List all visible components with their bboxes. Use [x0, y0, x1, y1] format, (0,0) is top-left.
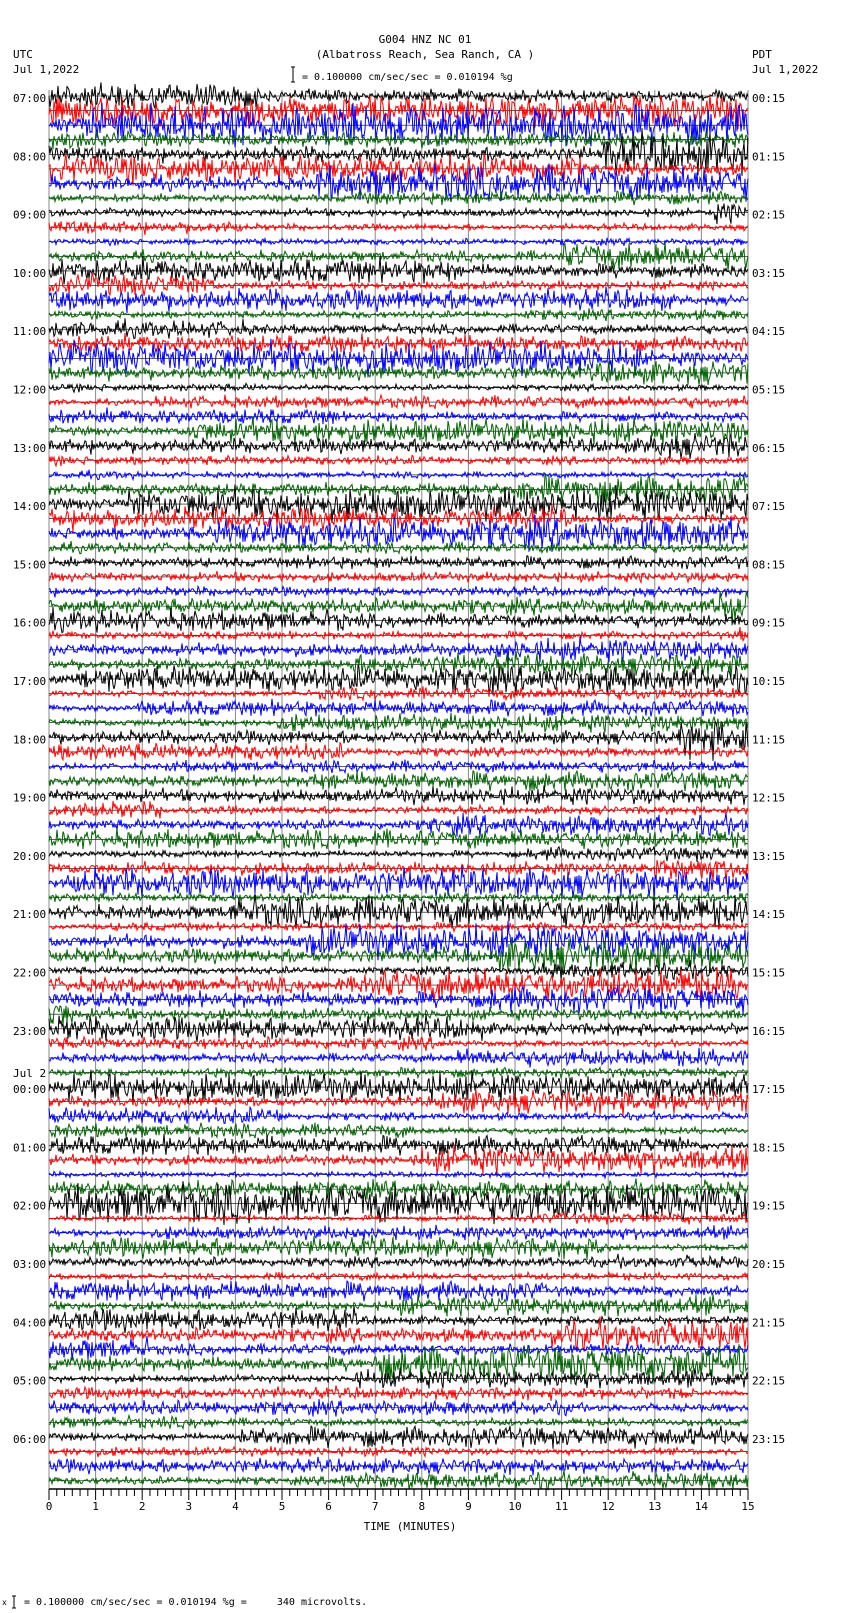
pdt-hour-label: 06:15	[752, 441, 786, 455]
right-date: Jul 1,2022	[752, 63, 819, 76]
seismic-trace	[49, 1457, 748, 1476]
scale-text: = 0.100000 cm/sec/sec = 0.010194 %g	[302, 72, 513, 83]
utc-hour-label: 17:00	[13, 675, 47, 688]
footer-scale-text: = 0.100000 cm/sec/sec = 0.010194 %g = 340 microvolts.	[24, 1597, 368, 1608]
seismic-trace	[49, 407, 748, 424]
x-tick-label: 10	[508, 1500, 522, 1513]
station-location: (Albatross Reach, Sea Ranch, CA )	[315, 48, 535, 61]
utc-hour-label: 01:00	[13, 1141, 47, 1155]
seismic-trace	[49, 636, 748, 662]
x-tick-label: 3	[185, 1500, 193, 1513]
station-title: G004 HNZ NC 01	[378, 33, 472, 46]
pdt-hour-label: 04:15	[752, 325, 786, 339]
seismic-trace	[49, 627, 748, 641]
x-tick-label: 14	[694, 1500, 709, 1513]
utc-hour-label: 19:00	[13, 791, 47, 805]
utc-hour-label: 20:00	[13, 849, 47, 863]
pdt-hour-label: 14:15	[752, 908, 786, 922]
scale-bar-icon	[291, 67, 295, 82]
pdt-hour-label: 23:15	[752, 1432, 786, 1446]
x-tick-label: 13	[648, 1500, 662, 1513]
pdt-hour-label: 21:15	[752, 1316, 786, 1330]
pdt-hour-label: 11:15	[752, 733, 786, 747]
left-date: Jul 1,2022	[13, 63, 80, 76]
seismic-trace	[49, 1470, 748, 1490]
seismic-trace	[49, 555, 748, 569]
seismic-trace	[49, 1014, 748, 1042]
x-tick-label: 1	[92, 1500, 99, 1513]
x-tick-label: 5	[278, 1500, 286, 1513]
seismic-trace	[49, 383, 748, 392]
utc-hour-label: 02:00	[13, 1199, 47, 1213]
seismic-trace	[49, 960, 748, 979]
utc-hour-label: 10:00	[13, 266, 47, 280]
x-tick-label: 12	[601, 1500, 615, 1513]
date-change-label: Jul 2	[13, 1067, 47, 1081]
x-tick-label: 6	[325, 1500, 332, 1513]
pdt-hour-label: 08:15	[752, 558, 786, 572]
seismic-trace	[49, 221, 748, 235]
seismic-trace	[49, 1171, 748, 1178]
x-tick-label: 9	[465, 1500, 472, 1513]
utc-hour-label: 18:00	[13, 733, 47, 747]
pdt-hour-label: 20:15	[752, 1258, 786, 1271]
seismic-trace	[49, 455, 748, 466]
pdt-hour-label: 03:15	[752, 266, 786, 280]
seismic-trace	[49, 1280, 748, 1302]
utc-hour-label: 13:00	[13, 441, 47, 455]
pdt-hour-label: 01:15	[752, 150, 786, 164]
utc-hour-label: 23:00	[13, 1024, 47, 1038]
pdt-hour-label: 18:15	[752, 1141, 786, 1155]
seismic-trace	[49, 801, 748, 819]
x-axis-label: TIME (MINUTES)	[363, 1520, 457, 1533]
pdt-hour-label: 15:15	[752, 966, 786, 980]
utc-hour-label: 08:00	[13, 150, 47, 164]
utc-hour-label: 15:00	[13, 558, 47, 572]
pdt-hour-label: 07:15	[752, 500, 786, 514]
x-tick-label: 4	[232, 1500, 239, 1513]
footer-prefix: x	[2, 1598, 7, 1607]
seismic-trace	[49, 743, 748, 761]
pdt-hour-label: 17:15	[752, 1083, 786, 1097]
pdt-hour-label: 16:15	[752, 1024, 786, 1038]
utc-hour-label: 03:00	[13, 1258, 47, 1271]
footer-scale-bar-icon	[12, 1596, 16, 1608]
utc-hour-label: 16:00	[13, 616, 47, 630]
pdt-hour-label: 12:15	[752, 791, 786, 805]
left-timezone: UTC	[13, 48, 33, 61]
utc-hour-label: 00:00	[13, 1083, 47, 1097]
utc-hour-label: 11:00	[13, 325, 47, 339]
x-tick-label: 11	[554, 1500, 569, 1513]
x-tick-label: 7	[371, 1500, 379, 1513]
utc-hour-label: 14:00	[13, 500, 47, 514]
x-tick-label: 2	[138, 1500, 146, 1513]
seismic-trace	[49, 1090, 748, 1116]
utc-hour-label: 06:00	[13, 1432, 47, 1446]
utc-hour-label: 04:00	[13, 1316, 47, 1330]
seismic-trace	[49, 318, 748, 338]
seismic-trace	[49, 190, 748, 205]
x-tick-label: 8	[418, 1500, 426, 1513]
pdt-hour-label: 22:15	[752, 1374, 786, 1388]
utc-hour-label: 21:00	[13, 908, 47, 922]
seismic-trace	[49, 785, 748, 805]
seismic-trace	[49, 1107, 748, 1124]
seismic-trace	[49, 1254, 748, 1269]
pdt-hour-label: 13:15	[752, 849, 786, 863]
pdt-hour-label: 02:15	[752, 208, 786, 222]
pdt-hour-label: 05:15	[752, 383, 786, 397]
utc-hour-label: 05:00	[13, 1374, 47, 1388]
seismic-trace	[49, 395, 748, 409]
seismic-trace	[49, 828, 748, 850]
pdt-hour-label: 19:15	[752, 1199, 786, 1213]
utc-hour-label: 22:00	[13, 966, 47, 980]
right-timezone: PDT	[752, 48, 772, 61]
utc-hour-label: 12:00	[13, 383, 47, 397]
pdt-hour-label: 09:15	[752, 616, 786, 630]
pdt-hour-label: 10:15	[752, 675, 786, 688]
seismic-trace	[49, 712, 748, 733]
utc-hour-label: 07:00	[13, 92, 47, 105]
seismic-trace	[49, 1294, 748, 1317]
x-tick-label: 0	[45, 1500, 53, 1513]
seismic-trace	[49, 204, 748, 225]
pdt-hour-label: 00:15	[752, 92, 786, 105]
seismic-trace	[49, 771, 748, 793]
utc-hour-label: 09:00	[13, 208, 47, 222]
x-tick-label: 15	[741, 1500, 755, 1513]
